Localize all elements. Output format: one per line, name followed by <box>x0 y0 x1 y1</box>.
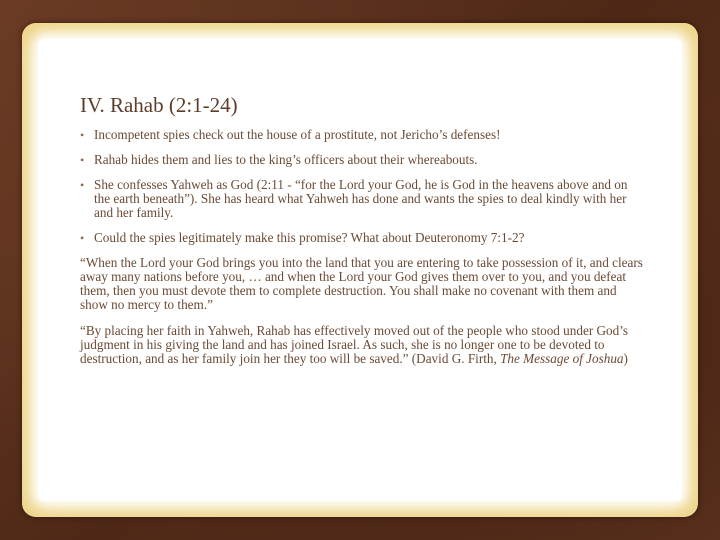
bullet-text: She confesses Yahweh as God (2:11 - “for the Lord your God, he is God in the heavens above and on the earth beneath”). She has heard what Yahweh has done and wants the spies to deal kindly with her and her family. <box>94 177 628 220</box>
book-title: The Message of Joshua <box>500 351 624 366</box>
firth-quote-text: “By placing her faith in Yahweh, Rahab has effectively moved out of the people who stood under God’s judgment in his giving the land and has joined Israel. As such, she is no longer one to be devoted to destruction, and as her family join her they too will be saved.” (David G. Firth, <box>80 323 629 366</box>
bullet-list <box>80 128 646 245</box>
firth-quote <box>80 324 646 366</box>
quote-closing: ) <box>623 351 628 366</box>
bullet-icon: • <box>80 153 85 167</box>
deuteronomy-quote: “When the Lord your God brings you into the land that you are entering to take possession of it, and clears away many nations before you, … and when the Lord your God gives them over to you, and you defeat them, then you must devote them to complete destruction. You shall make no covenant with them and show no mercy to them.” <box>80 255 643 312</box>
bullet-text: Could the spies legitimately make this promise? What about Deuteronomy 7:1-2? <box>94 230 525 245</box>
bullet-icon: • <box>80 231 85 245</box>
slide-title: IV. Rahab (2:1-24) <box>80 93 238 117</box>
bullet-icon: • <box>80 178 85 192</box>
slide-content <box>80 92 646 378</box>
bullet-text: Incompetent spies check out the house of a prostitute, not Jericho’s defenses! <box>94 127 501 142</box>
bullet-item <box>80 231 646 245</box>
bullet-item <box>80 178 646 220</box>
bullet-item <box>80 128 646 142</box>
bullet-icon: • <box>80 128 85 142</box>
bullet-text: Rahab hides them and lies to the king’s officers about their whereabouts. <box>94 152 478 167</box>
bullet-item <box>80 153 646 167</box>
